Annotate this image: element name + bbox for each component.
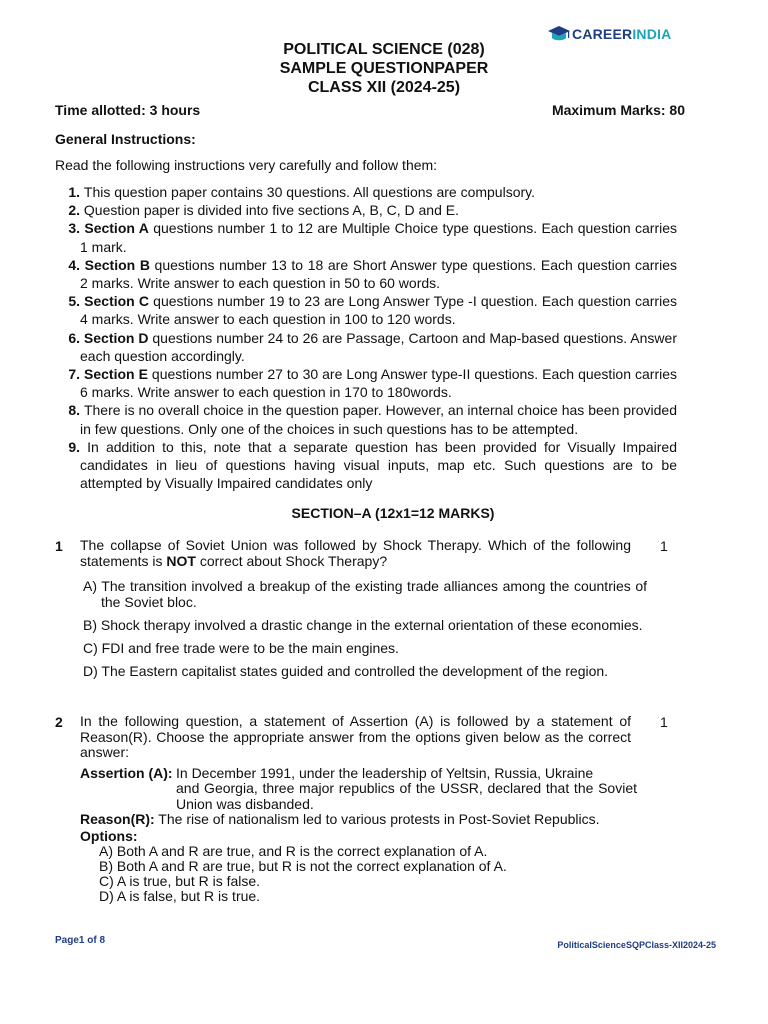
maximum-marks: Maximum Marks: 80 (551, 102, 685, 118)
paper-title (0, 40, 768, 97)
question-1 (55, 538, 687, 679)
reason-block (80, 812, 637, 828)
instruction-text: There is no overall choice in the question paper. However, an internal choice has been provided in few questions. Only one of the choices in such questions has to be attempted. (80, 402, 678, 437)
instruction-item (55, 219, 677, 255)
emphasis-not: NOT (166, 552, 196, 569)
option-c: C) FDI and free trade were to be the main engines. (83, 640, 399, 656)
instruction-number: 5. (68, 293, 80, 310)
assertion-label: Assertion (A): (80, 764, 173, 781)
instruction-item (55, 365, 677, 401)
instruction-item (55, 292, 677, 328)
question-stem: In the following question, a statement of Assertion (A) is followed by a statement of Reason(R). Choose the appropriate answer from the options given below as the correct answer: (80, 713, 631, 760)
question-marks: 1 (660, 714, 668, 730)
instruction-number: 8. (68, 402, 80, 419)
instruction-item (55, 201, 677, 219)
instruction-text: questions number 19 to 23 are Long Answer Type -I question. Each question carries 4 marks. Write answer to each question in 100 to 120 words. (80, 293, 677, 328)
instruction-lead: Section B (84, 256, 150, 273)
document-id: PoliticalScienceSQPClass-XII2024-25 (557, 940, 716, 950)
instruction-text: questions number 1 to 12 are Multiple Choice type questions. Each question carries 1 mark. (80, 220, 678, 255)
instruction-lead: Section D (83, 329, 149, 346)
instruction-item (55, 256, 677, 292)
instruction-text: Question paper is divided into five sections A, B, C, D and E. (83, 202, 459, 219)
option-c: C) A is true, but R is false. (99, 873, 261, 890)
instruction-number: 6. (68, 329, 80, 346)
reason-label: Reason(R): (80, 811, 155, 827)
instruction-number: 3. (68, 220, 80, 237)
question-2 (55, 714, 687, 905)
exam-meta (55, 102, 685, 118)
instructions-list (55, 183, 677, 492)
assertion-text-continued: and Georgia, three major republics of the USSR, declared that the Soviet Union was disbanded. (176, 780, 637, 812)
option-b: B) Both A and R are true, but R is not the correct explanation of A. (99, 857, 507, 874)
instruction-text: This question paper contains 30 questions. All questions are compulsory. (83, 184, 536, 200)
instruction-text: questions number 27 to 30 are Long Answer type-II questions. Each question carries 6 marks. Write answer to each question in 170 to 180words. (80, 366, 678, 401)
instruction-item (55, 183, 677, 201)
option-b: B) Shock therapy involved a drastic change in the external orientation of these economies. (83, 617, 643, 633)
option-d: D) A is false, but R is true. (99, 888, 261, 905)
instruction-text: questions number 24 to 26 are Passage, Cartoon and Map-based questions. Answer each question accordingly. (80, 329, 677, 364)
instruction-number: 9. (68, 438, 80, 455)
instruction-text: questions number 13 to 18 are Short Answer type questions. Each question carries 2 marks. Write answer to each question in 50 to 60 words. (80, 256, 677, 292)
title-subject: POLITICAL SCIENCE (028) (283, 41, 485, 58)
title-paper-type: SAMPLE QUESTIONPAPER (279, 60, 489, 77)
general-instructions-heading: General Instructions: (55, 131, 196, 147)
instruction-lead: Section E (84, 366, 148, 383)
instruction-item (55, 329, 677, 365)
assertion-block (80, 766, 637, 813)
title-class: CLASS XII (2024-25) (307, 79, 461, 96)
question-stem: The collapse of Soviet Union was followed by Shock Therapy. Which of the following statements is NOT correct about Shock Therapy? (80, 537, 631, 569)
option-d: D) The Eastern capitalist states guided and controlled the development of the region. (83, 663, 609, 679)
question-number: 2 (55, 714, 63, 730)
instruction-text: In addition to this, note that a separate question has been provided for Visually Impaired candidates in lieu of questions having visual inputs, map etc. Such questions are to be attempted by Visually Impaired candidates only (80, 438, 678, 492)
option-a: A) Both A and R are true, and R is the correct explanation of A. (99, 842, 488, 859)
option-a: A) The transition involved a breakup of the existing trade alliances among the countries of the Soviet bloc. (83, 578, 647, 610)
general-instructions-intro: Read the following instructions very carefully and follow them: (55, 157, 438, 173)
instruction-number: 7. (68, 366, 80, 383)
instruction-lead: Section C (84, 293, 149, 310)
reason-text: The rise of nationalism led to various protests in Post-Soviet Republics. (154, 811, 600, 827)
question-number: 1 (55, 538, 63, 554)
section-a-heading: SECTION–A (12x1=12 MARKS) (291, 505, 495, 521)
instruction-number: 2. (68, 202, 80, 219)
page-number: Page1 of 8 (55, 935, 106, 946)
instruction-number: 1. (68, 184, 80, 200)
question-marks: 1 (660, 538, 668, 554)
instruction-item (55, 438, 677, 493)
instruction-number: 4. (68, 256, 80, 273)
logo-wordmark: CAREERINDIA (572, 26, 672, 42)
time-allotted: Time allotted: 3 hours (55, 102, 201, 118)
options-label: Options: (80, 827, 138, 844)
assertion-text: In December 1991, under the leadership of Yeltsin, Russia, Ukraine (176, 764, 594, 781)
instruction-lead: Section A (84, 220, 149, 237)
instruction-item (55, 401, 677, 437)
